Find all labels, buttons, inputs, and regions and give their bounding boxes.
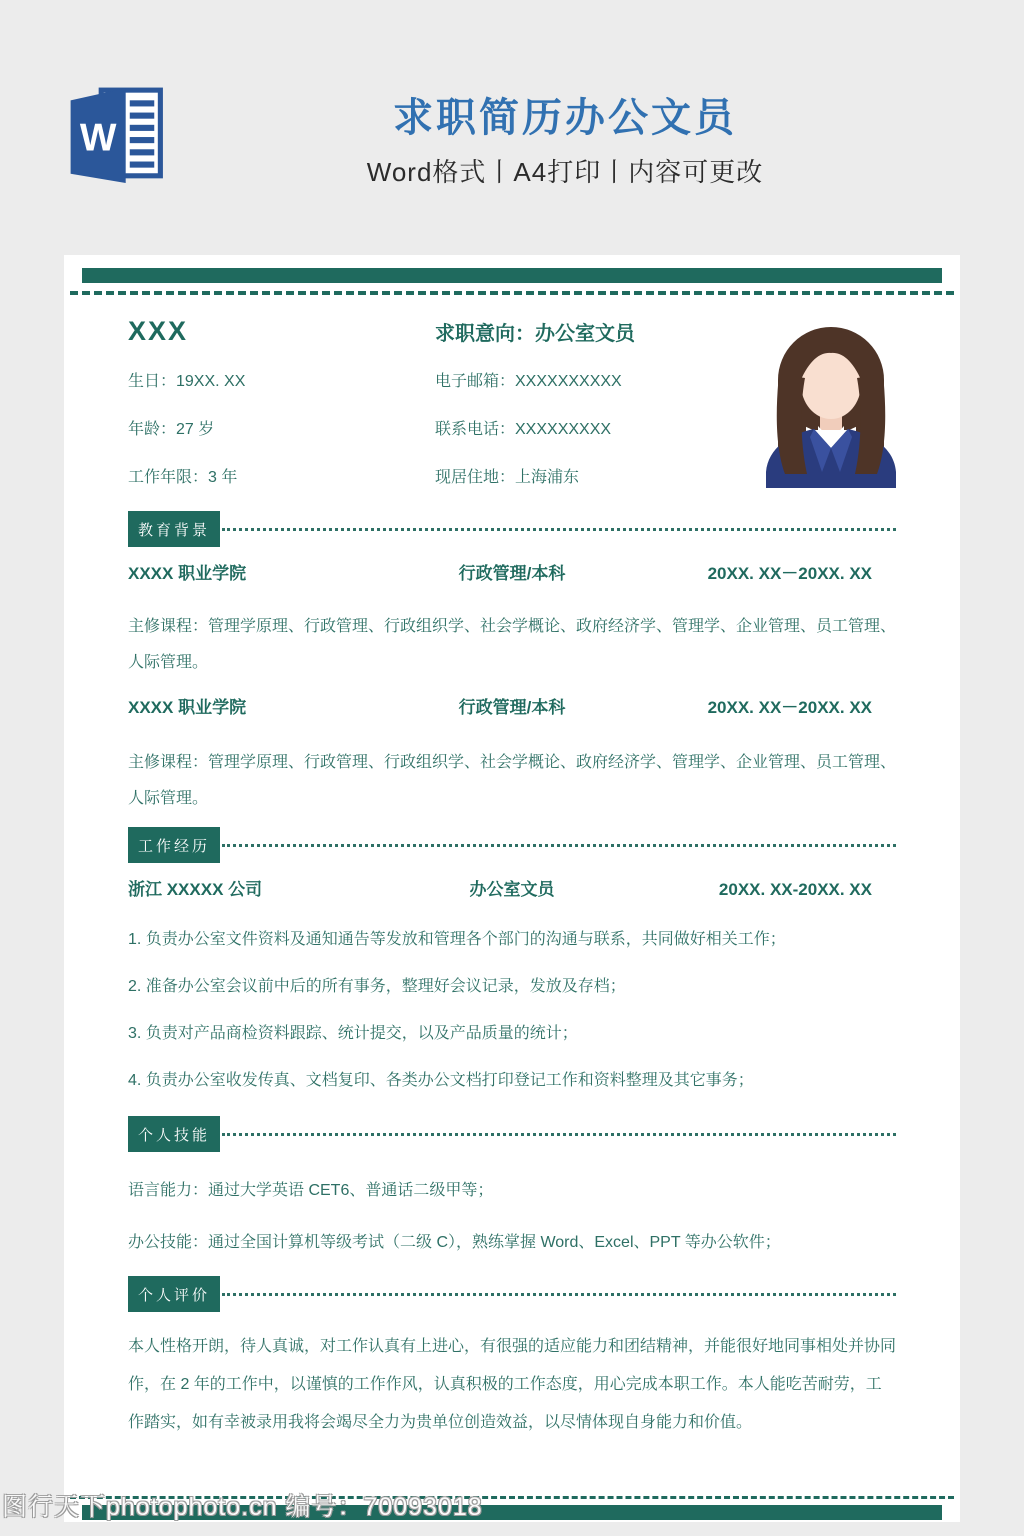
dotted-rule (222, 528, 896, 531)
company-name: 浙江 XXXXX 公司 (128, 880, 263, 899)
info-phone: 联系电话：XXXXXXXXX (435, 421, 612, 438)
dotted-rule (222, 844, 896, 847)
page-subtitle: Word格式丨A4打印丨内容可更改 (366, 157, 764, 187)
promo-header (0, 0, 1024, 235)
education-courses: 主修课程：管理学原理、行政管理、行政组织学、社会学概论、政府经济学、管理学、企业管理、员工管理、人际管理。 (128, 618, 897, 671)
work-duty-item: 1. 负责办公室文件资料及通知通告等发放和管理各个部门的沟通与联系，共同做好相关工作； (128, 931, 786, 948)
skill-language: 语言能力：通过大学英语 CET6、普通话二级甲等； (128, 1182, 494, 1199)
work-duty-item: 2. 准备办公室会议前中后的所有事务，整理好会议记录，发放及存档； (128, 978, 626, 995)
female-avatar-icon (748, 322, 915, 488)
education-date: 20XX. XX－20XX. XX (707, 698, 872, 717)
work-duty-item: 3. 负责对产品商检资料跟踪、统计提交，以及产品质量的统计； (128, 1025, 578, 1042)
info-experience-years: 工作年限：3 年 (128, 469, 238, 486)
info-birthday: 生日：19XX. XX (128, 373, 246, 390)
site-watermark: 图行天下photophoto.cn 编号：70093018 (2, 1493, 483, 1521)
info-age: 年龄：27 岁 (128, 421, 215, 438)
profile-photo (748, 322, 915, 488)
work-duties-list (128, 927, 896, 1094)
education-entry-row (128, 695, 896, 721)
section-skills-header (128, 1116, 896, 1152)
svg-text:W: W (79, 116, 117, 160)
ms-word-icon (62, 84, 170, 186)
major-degree: 行政管理/本科 (458, 698, 566, 717)
work-entry-row (128, 877, 896, 903)
work-duty-item: 4. 负责办公室收发传真、文档复印、各类办公文档打印登记工作和资料整理及其它事务； (128, 1072, 754, 1089)
work-badge: 工作经历 (128, 827, 220, 863)
section-work-header (128, 827, 896, 863)
education-courses: 主修课程：管理学原理、行政管理、行政组织学、社会学概论、政府经济学、管理学、企业管理、员工管理、人际管理。 (128, 754, 897, 807)
candidate-name: XXX (128, 316, 189, 346)
evaluation-badge: 个人评价 (128, 1276, 220, 1312)
school-name: XXXX 职业学院 (128, 564, 247, 583)
top-accent-bar (82, 268, 942, 283)
promo-text-block (170, 94, 960, 188)
page-title: 求职简历办公文员 (393, 96, 737, 140)
skill-office: 办公技能：通过全国计算机等级考试（二级 C），熟练掌握 Word、Excel、PPT 等办公软件； (128, 1234, 781, 1251)
skills-badge: 个人技能 (128, 1116, 220, 1152)
education-entry-row (128, 561, 896, 587)
info-email: 电子邮箱：XXXXXXXXXX (435, 373, 622, 390)
education-badge: 教育背景 (128, 511, 220, 547)
info-address: 现居住地：上海浦东 (435, 469, 580, 486)
education-date: 20XX. XX－20XX. XX (707, 564, 872, 583)
self-evaluation-text: 本人性格开朗，待人真诚，对工作认真有上进心，有很强的适应能力和团结精神，并能很好地同事相处并协同作，在 2 年的工作中，以谨慎的工作作风，认真积极的工作态度，用心完成本职工作。本人能吃苦耐劳，工作踏实，如有幸被录用我将会竭尽全力为贵单位创造效益，以尽情体现自身能力和价值。 (128, 1338, 897, 1431)
resume-page (64, 255, 960, 1522)
job-intention: 求职意向：办公室文员 (435, 323, 635, 345)
section-education-header (128, 511, 896, 547)
position-title: 办公室文员 (469, 880, 555, 899)
work-date: 20XX. XX-20XX. XX (718, 880, 872, 899)
major-degree: 行政管理/本科 (458, 564, 566, 583)
dotted-rule (222, 1293, 896, 1296)
school-name: XXXX 职业学院 (128, 698, 247, 717)
section-evaluation-header (128, 1276, 896, 1312)
dotted-rule (222, 1133, 896, 1136)
